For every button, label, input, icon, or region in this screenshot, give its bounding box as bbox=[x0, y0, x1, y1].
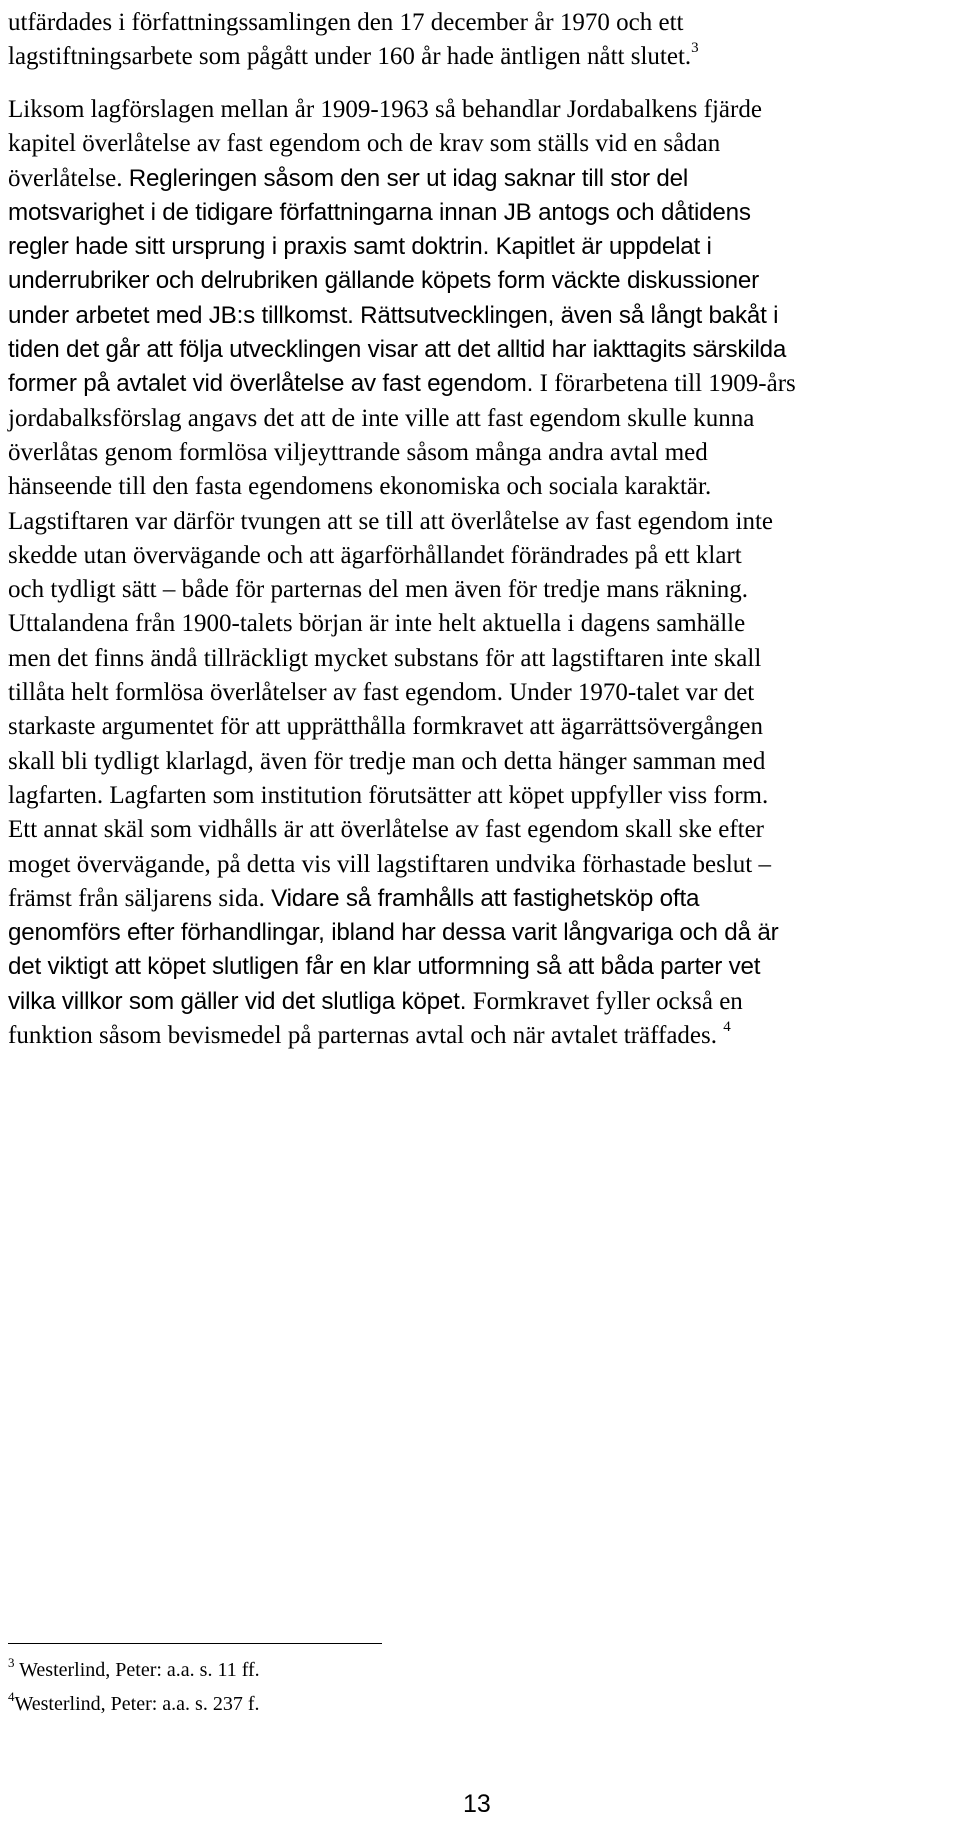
text-line bbox=[8, 264, 940, 298]
text-line bbox=[8, 93, 940, 127]
text-line: lagstiftningsarbete som pågått under 160 år hade äntligen nått slutet.$^3$ bbox=[8, 40, 699, 71]
text-line bbox=[8, 607, 940, 641]
top-paragraph bbox=[8, 6, 940, 75]
text-line bbox=[8, 779, 940, 813]
text-segment: främst från säljarens sida. bbox=[8, 884, 272, 912]
text-line bbox=[8, 916, 940, 950]
text-segment: Regleringen såsom den ser ut idag saknar till stor del bbox=[128, 164, 689, 192]
text-segment: Lagstiftaren var därför tvungen att se till att överlåtelse av fast egendom inte bbox=[8, 507, 773, 535]
footnote-ref: 4 bbox=[723, 1019, 731, 1036]
text-line bbox=[8, 505, 940, 539]
footnote-separator bbox=[8, 1643, 382, 1644]
footnote-ref: 3 bbox=[691, 40, 699, 57]
text-segment: jordabalksförslag angavs det att de inte ville att fast egendom skulle kunna bbox=[8, 404, 755, 432]
text-segment: överlåtelse. bbox=[8, 164, 129, 192]
text-line bbox=[8, 745, 940, 779]
text-segment: det viktigt att köpet slutligen får en klar utformning så att båda parter vet bbox=[8, 953, 761, 981]
text-line bbox=[8, 333, 940, 367]
text-segment: överlåtas genom formlösa viljeyttrande såsom många andra avtal med bbox=[8, 438, 708, 466]
text-line bbox=[8, 710, 940, 744]
page-number: 13 bbox=[463, 1790, 491, 1818]
text-line bbox=[8, 1019, 940, 1053]
text-line bbox=[8, 127, 940, 161]
text-segment: I förarbetena till 1909-års bbox=[539, 370, 796, 398]
text-segment: och tydligt sätt – både för parternas del men även för tredje mans räkning. bbox=[8, 576, 749, 604]
text-line bbox=[8, 367, 940, 401]
text-segment: Vidare så framhålls att fastighetsköp ofta bbox=[271, 884, 700, 912]
text-segment: hänseende till den fasta egendomens ekonomiska och sociala karaktär. bbox=[8, 473, 712, 501]
text-line bbox=[8, 573, 940, 607]
text-line bbox=[8, 196, 940, 230]
text-segment: men det finns ändå tillräckligt mycket substans för att lagstiftaren inte skall bbox=[8, 644, 762, 672]
text-segment: starkaste argumentet för att upprätthålla formkravet att ägarrättsövergången bbox=[8, 713, 764, 741]
text-line bbox=[8, 402, 940, 436]
text-segment: tillåta helt formlösa överlåtelser av fast egendom. Under 1970-talet var det bbox=[8, 679, 755, 707]
text-line bbox=[8, 230, 940, 264]
footnote-4: $^4$Westerlind, Peter: a.a. s. 237 f. bbox=[8, 1689, 260, 1715]
text-line bbox=[8, 539, 940, 573]
text-line bbox=[8, 813, 940, 847]
text-segment: Ett annat skäl som vidhålls är att överlåtelse av fast egendom skall ske efter bbox=[8, 816, 765, 844]
text-segment: former på avtalet vid överlåtelse av fast egendom. bbox=[8, 370, 540, 398]
text-segment: kapitel överlåtelse av fast egendom och de krav som ställs vid en sådan bbox=[8, 130, 721, 158]
text-line bbox=[8, 985, 940, 1019]
text-segment: moget övervägande, på detta vis vill lagstiftaren undvika förhastade beslut – bbox=[8, 850, 771, 878]
text-line bbox=[8, 299, 940, 333]
text-segment: underrubriker och delrubriken gällande köpets form väckte diskussioner bbox=[8, 267, 759, 295]
text-line bbox=[8, 436, 940, 470]
text-segment: motsvarighet i de tidigare författningarna innan JB antogs och dåtidens bbox=[8, 198, 751, 226]
text-segment: vilka villkor som gäller vid det slutliga köpet. bbox=[8, 987, 473, 1015]
text-line bbox=[8, 882, 940, 916]
text-segment: tiden det går att följa utvecklingen visar att det alltid har iakttagits särskilda bbox=[8, 336, 787, 364]
text-segment: lagfarten. Lagfarten som institution förutsätter att köpet uppfyller viss form. bbox=[8, 781, 769, 809]
text-segment: genomförs efter förhandlingar, ibland har dessa varit långvariga och då är bbox=[8, 919, 779, 947]
text-segment: Uttalandena från 1900-talets början är inte helt aktuella i dagens samhälle bbox=[8, 610, 746, 638]
text-line bbox=[8, 470, 940, 504]
text-line bbox=[8, 642, 940, 676]
text-line bbox=[8, 676, 940, 710]
text-segment: Formkravet fyller också en bbox=[472, 987, 743, 1015]
text-segment: under arbetet med JB:s tillkomst. Rättsutvecklingen, även så långt bakåt i bbox=[8, 301, 779, 329]
main-paragraph bbox=[8, 93, 940, 1053]
text-segment: regler hade sitt ursprung i praxis samt doktrin. Kapitlet är uppdelat i bbox=[8, 233, 712, 261]
footnote-3: $^3$ Westerlind, Peter: a.a. s. 11 ff. bbox=[8, 1655, 260, 1681]
text-line: utfärdades i författningssamlingen den 17 december år 1970 och ett bbox=[8, 9, 684, 36]
text-segment: Liksom lagförslagen mellan år 1909-1963 så behandlar Jordabalkens fjärde bbox=[8, 96, 762, 123]
text-segment: skall bli tydligt klarlagd, även för tredje man och detta hänger samman med bbox=[8, 747, 766, 775]
text-line bbox=[8, 848, 940, 882]
text-line bbox=[8, 950, 940, 984]
text-segment: skedde utan övervägande och att ägarförhållandet förändrades på ett klart bbox=[8, 541, 742, 569]
text-line bbox=[8, 162, 940, 196]
text-segment: funktion såsom bevismedel på parternas avtal och när avtalet träffades. bbox=[8, 1022, 717, 1050]
